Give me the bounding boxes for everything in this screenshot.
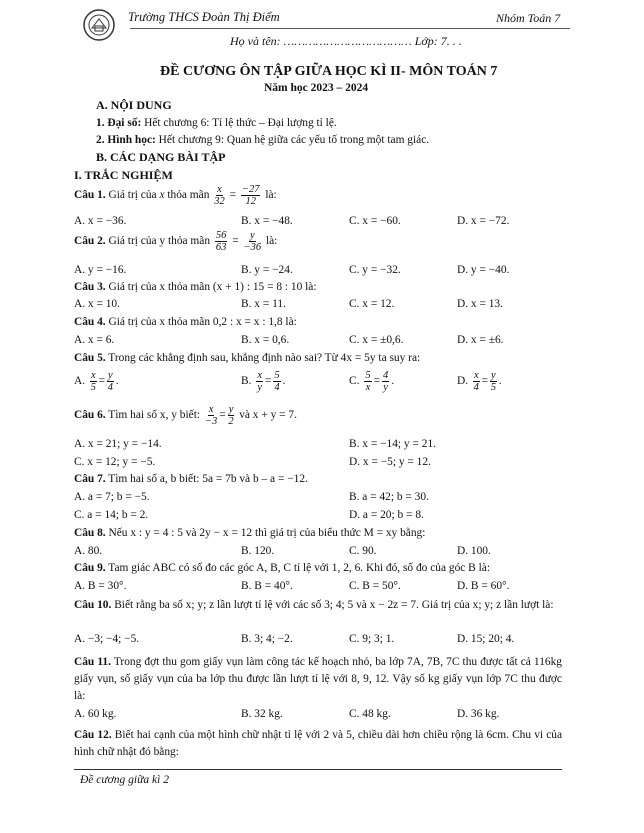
q7-option-c: C. a = 14; b = 2.	[74, 509, 149, 521]
q8-option-d: D. 100.	[457, 545, 491, 557]
question-5-text: Trong các khẳng định sau, khẳng định nào sai? Từ 4x = 5y ta suy ra:	[105, 352, 421, 364]
question-3-text: Giá trị của x thỏa mãn (x + 1) : 15 = 8 : 10 là:	[105, 281, 317, 293]
footer-text: Đề cương giữa kì 2	[80, 774, 169, 786]
q11-option-c: C. 48 kg.	[349, 708, 391, 720]
question-8	[74, 527, 425, 539]
q4-option-a: A. x = 6.	[74, 334, 115, 346]
question-4	[74, 316, 297, 328]
q4-option-c: C. x = ±0,6.	[349, 334, 404, 346]
question-3-label: Câu 3.	[74, 281, 106, 293]
question-6-label: Câu 6.	[74, 409, 106, 422]
q7-option-a: A. a = 7; b = −5.	[74, 491, 150, 503]
question-6: Câu 6. Tìm hai số x, y biết: $\frac{x}{-3}$ = $\frac{y}{2}$ và x + y = 7.	[74, 404, 297, 428]
q1-option-b: B. x = −48.	[241, 215, 293, 227]
q8-option-c: C. 90.	[349, 545, 377, 557]
question-8-text: Nếu x : y = 4 : 5 và 2y − x = 12 thì giá trị của biểu thức M = xy bằng:	[105, 527, 426, 539]
q9-option-b: B. B = 40°.	[241, 580, 293, 592]
q10-option-b: B. 3; 4; −2.	[241, 633, 293, 645]
q2-option-c: C. y = −32.	[349, 264, 401, 276]
class-label: Lớp: 7.	[411, 34, 450, 48]
heading-b: B. CÁC DẠNG BÀI TẬP	[96, 150, 226, 164]
q11-option-d: D. 36 kg.	[457, 708, 500, 720]
question-5-label: Câu 5.	[74, 352, 106, 364]
q9-option-a: A. B = 30°.	[74, 580, 127, 592]
question-2-label: Câu 2.	[74, 235, 106, 248]
q10-option-a: A. −3; −4; −5.	[74, 633, 140, 645]
question-7-text: Tìm hai số a, b biết: 5a = 7b và b – a = −12.	[105, 473, 308, 485]
question-2-fraction-right: $\frac{y}{-36}$	[243, 230, 262, 254]
q7-option-b: B. a = 42; b = 30.	[349, 491, 429, 503]
question-9	[74, 562, 490, 574]
question-1-label: Câu 1.	[74, 189, 106, 202]
question-12-text: Biết hai cạnh của một hình chữ nhật tỉ lệ với 2 và 5, chiều dài hơn chiều rộng là 6cm. Chu vi của hình chữ nhật đó bằng:	[74, 729, 563, 758]
question-7	[74, 473, 308, 485]
q2-option-b: B. y = −24.	[241, 264, 293, 276]
q6-option-d: D. x = −5; y = 12.	[349, 456, 431, 468]
footer-divider	[74, 769, 562, 770]
question-4-text: Giá trị của x thỏa mãn 0,2 : x = x : 1,8 là:	[105, 316, 297, 328]
q5-option-b: B. $\frac{x}{y}$ = $\frac{5}{4}$ .	[241, 370, 286, 394]
question-12-label: Câu 12.	[74, 729, 112, 741]
question-9-label: Câu 9.	[74, 562, 106, 574]
section-multiple-choice: I. TRẮC NGHIỆM	[74, 168, 173, 182]
q3-option-c: C. x = 12.	[349, 298, 395, 310]
name-label: Họ và tên:	[230, 34, 284, 48]
school-name: Trường THCS Đoàn Thị Điểm	[128, 10, 280, 24]
header-divider	[130, 28, 570, 29]
q8-option-a: A. 80.	[74, 545, 103, 557]
q3-option-d: D. x = 13.	[457, 298, 503, 310]
q6-option-c: C. x = 12; y = −5.	[74, 456, 156, 468]
q5-option-c: C. $\frac{5}{x}$ = $\frac{4}{y}$ .	[349, 370, 395, 394]
question-10	[74, 597, 562, 614]
question-7-label: Câu 7.	[74, 473, 106, 485]
q11-option-a: A. 60 kg.	[74, 708, 117, 720]
item-algebra-text: Hết chương 6: Tỉ lệ thức – Đại lượng tỉ lệ.	[141, 117, 337, 129]
question-5	[74, 352, 420, 364]
q6-option-b: B. x = −14; y = 21.	[349, 438, 436, 450]
page-title: ĐỀ CƯƠNG ÔN TẬP GIỮA HỌC KÌ II- MÔN TOÁN 7	[160, 64, 498, 79]
q9-option-d: D. B = 60°.	[457, 580, 510, 592]
q4-option-d: D. x = ±6.	[457, 334, 504, 346]
q1-option-a: A. x = −36.	[74, 215, 127, 227]
question-11-text: Trong đợt thu gom giấy vụn làm công tác kế hoạch nhỏ, ba lớp 7A, 7B, 7C thu được tất cả 116kg giấy vụn, số giấy vụn của ba lớp thu được lần lượt tỉ lệ với 8, 9, 12. Vậy số kg giấy vụn lớp 7C thu được là:	[74, 656, 562, 702]
question-1-var: x	[159, 189, 165, 202]
question-6-fraction-right: $\frac{y}{2}$	[228, 404, 234, 428]
question-10-label: Câu 10.	[74, 599, 112, 611]
item-geometry-text: Hết chương 9: Quan hệ giữa các yếu tố trong một tam giác.	[155, 134, 430, 146]
q3-option-b: B. x = 11.	[241, 298, 286, 310]
question-8-label: Câu 8.	[74, 527, 106, 539]
question-1-text2: thỏa mãn	[164, 189, 213, 202]
question-6-text: Tìm hai số x, y biết:	[105, 409, 203, 422]
school-year: Năm học 2023 – 2024	[264, 82, 369, 94]
question-2-text: Giá trị của y thỏa mãn	[105, 235, 213, 248]
q10-option-c: C. 9; 3; 1.	[349, 633, 395, 645]
q2-option-a: A. y = −16.	[74, 264, 127, 276]
item-algebra-label: 1. Đại số:	[96, 117, 142, 129]
question-4-label: Câu 4.	[74, 316, 106, 328]
question-12	[74, 727, 562, 761]
question-1-fraction-right: $\frac{-27}{12}$	[241, 184, 260, 208]
group-name: Nhóm Toán 7	[496, 11, 561, 25]
question-1-fraction-left: $\frac{x}{32}$	[214, 184, 225, 208]
q10-option-d: D. 15; 20; 4.	[457, 633, 515, 645]
q2-option-d: D. y = −40.	[457, 264, 510, 276]
question-2-fraction-left: $\frac{56}{63}$	[215, 230, 227, 254]
q6-option-a: A. x = 21; y = −14.	[74, 438, 162, 450]
q1-option-d: D. x = −72.	[457, 215, 510, 227]
question-9-text: Tam giác ABC có số đo các góc A, B, C tỉ lệ với 1, 2, 6. Khi đó, số đo của góc B là:	[105, 562, 490, 574]
question-1: Câu 1. Giá trị của x thỏa mãn $\frac{x}{32}$ = $\frac{-27}{12}$ là:	[74, 184, 277, 208]
question-2: Câu 2. Giá trị của y thỏa mãn $\frac{56}{63}$ = $\frac{y}{-36}$ là:	[74, 230, 278, 254]
q5-option-d: D. $\frac{x}{4}$ = $\frac{y}{5}$ .	[457, 370, 502, 394]
school-logo	[82, 8, 116, 42]
class-dots: . .	[449, 34, 462, 48]
question-3	[74, 281, 317, 293]
student-line	[230, 34, 462, 49]
item-geometry	[96, 134, 429, 146]
name-dots: ………………………………	[283, 34, 412, 48]
q5-option-a: A. $\frac{x}{5}$ = $\frac{y}{4}$ .	[74, 370, 119, 394]
heading-a: A. NỘI DUNG	[96, 98, 172, 112]
question-11	[74, 654, 562, 705]
q1-option-c: C. x = −60.	[349, 215, 401, 227]
question-1-text: Giá trị của	[105, 189, 160, 202]
q9-option-c: C. B = 50°.	[349, 580, 401, 592]
question-10-text: Biết rằng ba số x; y; z lần lượt tỉ lệ với các số 3; 4; 5 và x − 2z = 7. Giá trị của x; y; z lần lượt là:	[111, 599, 554, 611]
q8-option-b: B. 120.	[241, 545, 275, 557]
question-6-fraction-left: $\frac{x}{-3}$	[204, 404, 218, 428]
q7-option-d: D. a = 20; b = 8.	[349, 509, 424, 521]
question-11-label: Câu 11.	[74, 656, 111, 668]
item-geometry-label: 2. Hình học:	[96, 134, 156, 146]
item-algebra	[96, 117, 337, 129]
q11-option-b: B. 32 kg.	[241, 708, 283, 720]
q3-option-a: A. x = 10.	[74, 298, 120, 310]
q4-option-b: B. x = 0,6.	[241, 334, 290, 346]
